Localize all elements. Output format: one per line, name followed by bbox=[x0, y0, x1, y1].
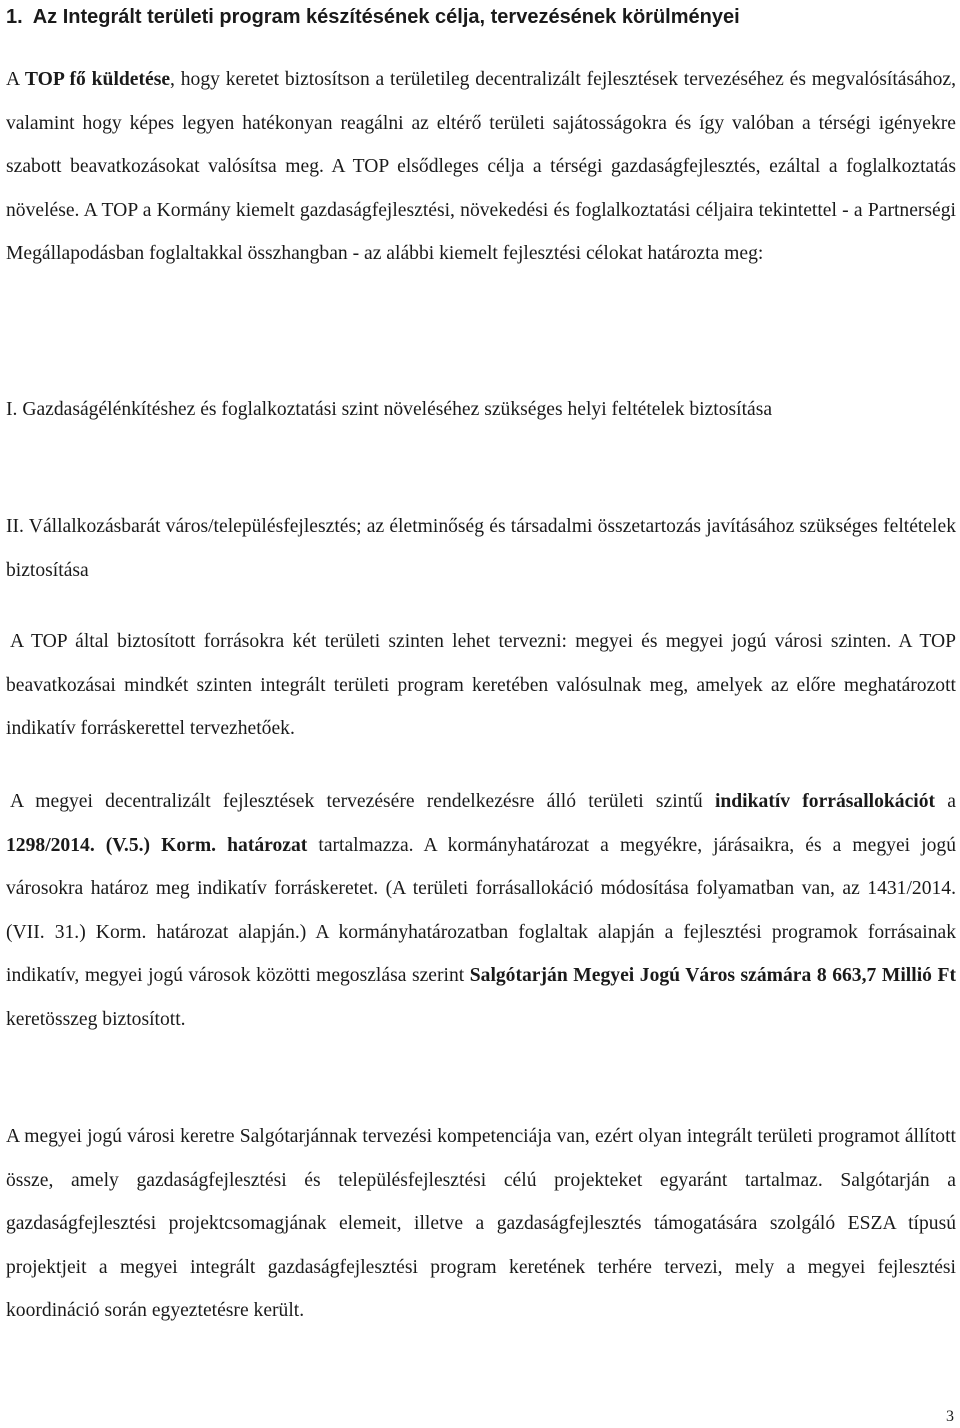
text-run: A megyei decentralizált fejlesztések tervezésére rendelkezésre álló területi szintű bbox=[10, 791, 715, 812]
text-run: tartalmazza. A kormányhatározat a megyékre, járásaikra, és a megyei jogú városokra határoz meg indikatív forráskeretet. (A területi forrásallokáció módosítása folyamatban van, az 1431/2014. (VII. 31.) Korm. határozat alapján.) A kormányhatározatban foglaltak alapján a fejlesztési programok forrásainak indikatív, megyei jogú városok közötti megoszlása szerint bbox=[6, 834, 956, 986]
text-run: , hogy keretet biztosítson a területileg decentralizált fejlesztések tervezéséhez és megvalósításához, valamint hogy képes legyen hatékonyan reagálni az eltérő területi sajátosságokra és így valóban a térségi igényekre szabott beavatkozásokat valósítsa meg. A TOP elsődleges célja a térségi gazdaságfejlesztés, ezáltal a foglalkoztatás növelése. A TOP a Kormány kiemelt gazdaságfejlesztési, növekedési és foglalkoztatási céljaira tekintettel - a Partnerségi Megállapodásban foglaltakkal összhangban - az alábbi kiemelt fejlesztési célokat határozta meg: bbox=[6, 69, 956, 264]
section-heading bbox=[6, 4, 956, 30]
bold-term-budget: Salgótarján Megyei Jogú Város számára 8 663,7 Millió Ft bbox=[469, 965, 956, 986]
paragraph-planning-levels: A TOP által biztosított forrásokra két területi szinten lehet tervezni: megyei és megyei jogú városi szinten. A TOP beavatkozásai mindkét szinten integrált területi program keretében valósulnak meg, amelyek az előre meghatározott indikatív forráskerettel tervezhetőek. bbox=[6, 631, 956, 739]
goal-item-1: I. Gazdaságélénkítéshez és foglalkoztatási szint növeléséhez szükséges helyi feltételek biztosítása bbox=[6, 399, 773, 420]
goal-item-2: II. Vállalkozásbarát város/településfejlesztés; az életminőség és társadalmi összetartozás javításához szükséges feltételek biztosítása bbox=[6, 516, 956, 581]
bold-term-top-mission: TOP fő küldetése bbox=[24, 69, 171, 90]
paragraph-top-mission bbox=[6, 58, 956, 276]
text-run: keretösszeg biztosított. bbox=[6, 1008, 186, 1030]
page-number: 3 bbox=[946, 1408, 954, 1425]
text-run: A bbox=[6, 69, 25, 90]
document-page bbox=[6, 0, 956, 1321]
paragraph-city-program: A megyei jogú városi keretre Salgótarjánnak tervezési kompetenciája van, ezért olyan integrált területi programot állított össze, amely gazdaságfejlesztési és településfejlesztési célú projekteket egyaránt tartalmaz. Salgótarján a gazdaságfejlesztési projektcsomagjának elemeit, illetve a gazdaságfejlesztés támogatására szolgáló ESZA típusú projektjeit a megyei integrált gazdaságfejlesztési program keretének terhére tervezi, mely a megyei fejlesztési koordináció során egyeztetésre került. bbox=[6, 1126, 956, 1321]
bold-term-allocation: indikatív forrásallokációt bbox=[714, 791, 936, 812]
paragraph-resource-allocation bbox=[6, 780, 956, 1041]
text-run: a bbox=[935, 791, 956, 812]
bold-term-decree: 1298/2014. (V.5.) Korm. határozat bbox=[6, 834, 308, 856]
section-title: Az Integrált területi program készítésének célja, tervezésének körülményei bbox=[32, 6, 740, 28]
section-number: 1. bbox=[6, 6, 23, 28]
